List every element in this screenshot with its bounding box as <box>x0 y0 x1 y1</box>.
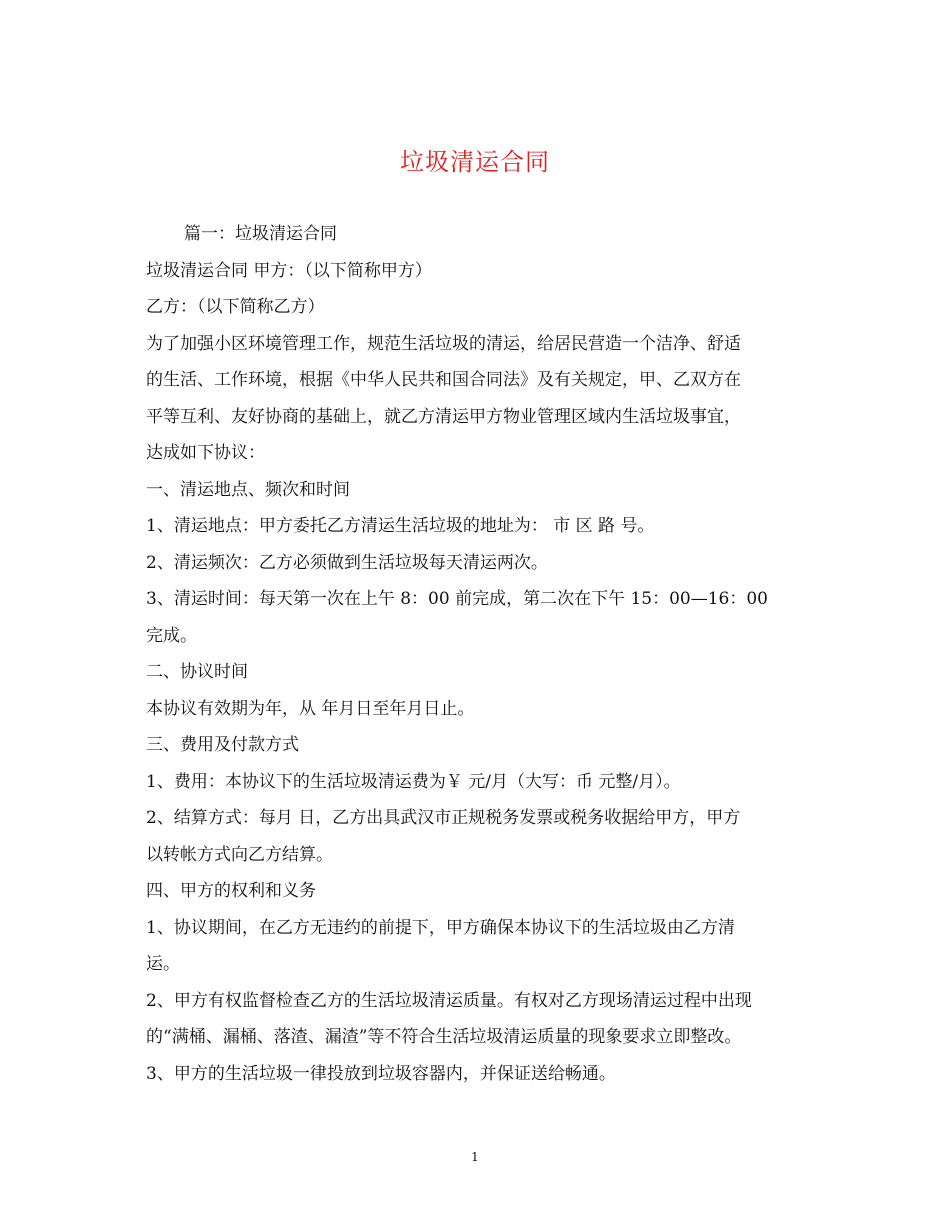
text-line: 3、清运时间：每天第一次在上午 8：00 前完成，第二次在下午 15：00—16：00 <box>146 589 769 609</box>
text-line: 四、甲方的权利和义务 <box>146 881 316 901</box>
text-line: 的生活、工作环境，根据《中华人民共和国合同法》及有关规定，甲、乙双方在 <box>146 370 741 390</box>
text-line: 二、协议时间 <box>146 662 248 682</box>
text-line: 乙方：（以下简称乙方） <box>146 297 325 317</box>
document-body <box>146 216 810 1092</box>
text-line: 为了加强小区环境管理工作，规范生活垃圾的清运，给居民营造一个洁净、舒适 <box>146 333 741 354</box>
text-line: 一、清运地点、频次和时间 <box>146 479 350 500</box>
text-line: 达成如下协议： <box>146 443 265 463</box>
section-heading: 篇一：垃圾清运合同 <box>184 224 337 244</box>
text-line: 1、费用：本协议下的生活垃圾清运费为￥ 元/月（大写：币 元整/月）。 <box>146 771 681 792</box>
text-line: 的“满桶、漏桶、落渣、漏渣”等不符合生活垃圾清运质量的现象要求立即整改。 <box>146 1027 742 1047</box>
text-line: 3、甲方的生活垃圾一律投放到垃圾容器内，并保证送给畅通。 <box>146 1063 616 1084</box>
text-line: 1、协议期间，在乙方无违约的前提下，甲方确保本协议下的生活垃圾由乙方清 <box>146 917 735 938</box>
text-line: 垃圾清运合同 甲方：（以下简称甲方） <box>146 260 432 281</box>
text-line: 2、清运频次：乙方必须做到生活垃圾每天清运两次。 <box>146 552 548 573</box>
text-line: 三、费用及付款方式 <box>146 735 299 755</box>
text-line: 运。 <box>146 954 180 974</box>
text-line: 本协议有效期为年，从 年月日至年月日止。 <box>146 698 475 719</box>
text-line: 平等互利、友好协商的基础上，就乙方清运甲方物业管理区域内生活垃圾事宜， <box>146 406 741 427</box>
text-line: 1、清运地点：甲方委托乙方清运生活垃圾的地址为： 市 区 路 号。 <box>146 516 655 536</box>
text-line: 2、甲方有权监督检查乙方的生活垃圾清运质量。有权对乙方现场清运过程中出现 <box>146 990 752 1011</box>
text-line: 2、结算方式：每月 日，乙方出具武汉市正规税务发票或税务收据给甲方，甲方 <box>146 808 741 828</box>
text-line: 完成。 <box>146 625 197 646</box>
text-line: 以转帐方式向乙方结算。 <box>146 844 333 865</box>
page-number: 1 <box>471 1150 479 1164</box>
document-title: 垃圾清运合同 <box>400 148 550 176</box>
